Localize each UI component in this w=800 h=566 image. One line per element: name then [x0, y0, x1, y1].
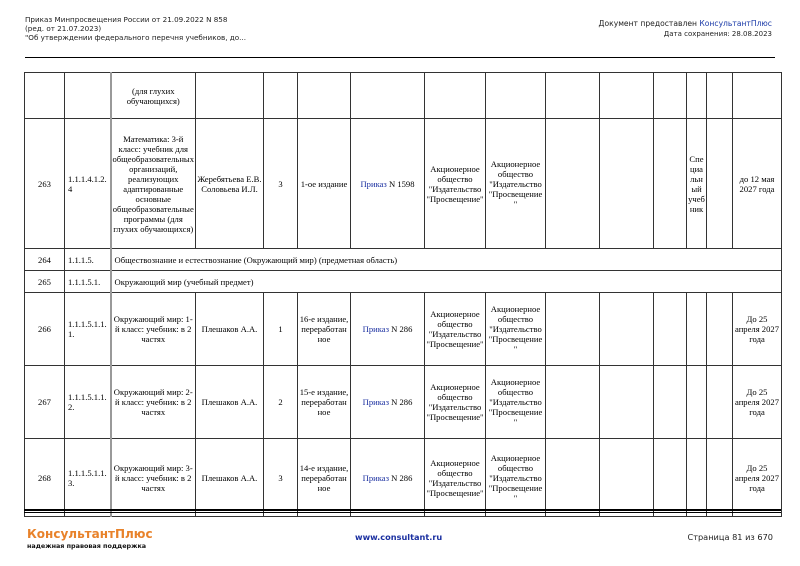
special-textbook-flag	[687, 366, 707, 439]
logo-tagline: надежная правовая поддержка	[27, 542, 147, 550]
header-line-order: Приказ Минпросвещения России от 21.09.2022 N 858	[25, 15, 228, 24]
row-code: 1.1.1.4.1.2.4	[65, 119, 111, 249]
textbook-title: Математика: 3-й класс: учебник для общеобразовательных организаций, реализующих адаптированные основные общеобразовательные программы (для глухих обучающихся)	[111, 119, 196, 249]
order-number: N 286	[388, 324, 413, 334]
header-line-title: "Об утверждении федерального перечня учебников, до...	[25, 33, 246, 42]
order-number: N 286	[388, 397, 413, 407]
empty-cell	[707, 439, 733, 517]
order-reference	[351, 119, 425, 249]
document-header-info	[25, 15, 246, 42]
textbook-author: Плешаков А.А.	[196, 439, 264, 517]
empty-cell	[600, 439, 654, 517]
consultant-logo: КонсультантПлюс	[27, 527, 153, 541]
section-title: Окружающий мир (учебный предмет)	[111, 271, 782, 293]
footer-divider	[24, 509, 781, 511]
textbook-grade: 3	[264, 119, 298, 249]
empty-cell	[546, 366, 600, 439]
usage-deadline: До 25 апреля 2027 года	[733, 366, 782, 439]
special-textbook-flag	[687, 439, 707, 517]
row-code	[65, 73, 111, 119]
order-link[interactable]: Приказ	[362, 324, 389, 334]
order-number: N 286	[388, 472, 413, 483]
footer-divider-thin	[24, 512, 781, 513]
textbook-grade: 1	[264, 293, 298, 366]
empty-cell	[707, 119, 733, 249]
order-reference	[351, 293, 425, 366]
textbook-list-table	[24, 72, 782, 517]
publisher-rights-holder: Акционерное общество "Издательство "Просвещение"	[486, 439, 546, 517]
header-divider	[25, 57, 775, 58]
textbook-grade	[264, 73, 298, 119]
empty-cell	[600, 293, 654, 366]
empty-cell	[546, 73, 600, 119]
table-row	[25, 73, 782, 119]
row-number: 264	[25, 249, 65, 271]
row-code: 1.1.1.5.1.1.2.	[65, 366, 111, 439]
textbook-title: Окружающий мир: 3-й класс: учебник: в 2 частях	[111, 439, 196, 517]
row-number	[25, 73, 65, 119]
table-row	[25, 366, 782, 439]
textbook-edition: 1-ое издание	[298, 119, 351, 249]
textbook-edition: 14-е издание, переработанное	[298, 439, 351, 517]
website-link[interactable]: www.consultant.ru	[355, 532, 443, 542]
empty-cell	[707, 293, 733, 366]
order-number: N 1598	[386, 178, 415, 189]
empty-cell	[546, 439, 600, 517]
header-line-revision: (ред. от 21.07.2023)	[25, 24, 102, 33]
provider-prefix: Документ предоставлен	[598, 19, 700, 28]
empty-cell	[707, 73, 733, 119]
textbook-title: (для глухих обучающихся)	[111, 73, 196, 119]
textbook-title: Окружающий мир: 2-й класс: учебник: в 2 частях	[111, 366, 196, 439]
publisher	[425, 73, 486, 119]
textbook-author: Плешаков А.А.	[196, 366, 264, 439]
row-code: 1.1.1.5.1.	[65, 271, 111, 293]
order-reference	[351, 366, 425, 439]
publisher-rights-holder: Акционерное общество "Издательство "Просвещение"	[486, 366, 546, 439]
order-reference	[351, 439, 425, 517]
publisher: Акционерное общество "Издательство "Просвещение"	[425, 366, 486, 439]
usage-deadline: До 25 апреля 2027 года	[733, 293, 782, 366]
section-row	[25, 271, 782, 293]
row-number: 267	[25, 366, 65, 439]
textbook-edition: 15-е издание, переработанное	[298, 366, 351, 439]
usage-deadline: до 12 мая 2027 года	[733, 119, 782, 249]
empty-cell	[654, 366, 687, 439]
empty-cell	[546, 293, 600, 366]
textbook-grade: 2	[264, 366, 298, 439]
row-code: 1.1.1.5.1.1.1.	[65, 293, 111, 366]
publisher: Акционерное общество "Издательство "Просвещение"	[425, 439, 486, 517]
row-number: 265	[25, 271, 65, 293]
textbook-author: Жеребятьева Е.В. Соловьева И.Л.	[196, 119, 264, 249]
order-link[interactable]: Приказ	[362, 472, 389, 483]
order-reference	[351, 73, 425, 119]
empty-cell	[707, 366, 733, 439]
publisher-rights-holder	[486, 73, 546, 119]
row-code: 1.1.1.5.1.1.3.	[65, 439, 111, 517]
special-textbook-flag: Специальный учебник	[687, 119, 707, 249]
publisher: Акционерное общество "Издательство "Просвещение"	[425, 119, 486, 249]
table-row	[25, 439, 782, 517]
section-title: Обществознание и естествознание (Окружающий мир) (предметная область)	[111, 249, 782, 271]
order-link[interactable]: Приказ	[362, 397, 389, 407]
empty-cell	[654, 439, 687, 517]
textbook-edition: 16-е издание, переработанное	[298, 293, 351, 366]
empty-cell	[600, 119, 654, 249]
row-number: 268	[25, 439, 65, 517]
empty-cell	[600, 73, 654, 119]
row-number: 266	[25, 293, 65, 366]
empty-cell	[546, 119, 600, 249]
order-link[interactable]: Приказ	[360, 178, 387, 189]
usage-deadline	[733, 73, 782, 119]
provider-brand-link[interactable]: КонсультантПлюс	[699, 19, 772, 28]
save-date: Дата сохранения: 28.08.2023	[663, 30, 772, 38]
table-row	[25, 293, 782, 366]
empty-cell	[600, 366, 654, 439]
textbook-author: Плешаков А.А.	[196, 293, 264, 366]
empty-cell	[654, 119, 687, 249]
row-code: 1.1.1.5.	[65, 249, 111, 271]
table-row	[25, 119, 782, 249]
empty-cell	[654, 73, 687, 119]
row-number: 263	[25, 119, 65, 249]
page-number: Страница 81 из 670	[687, 532, 773, 542]
publisher-rights-holder: Акционерное общество "Издательство "Просвещение"	[486, 293, 546, 366]
publisher-rights-holder: Акционерное общество "Издательство "Просвещение"	[486, 119, 546, 249]
special-textbook-flag	[687, 293, 707, 366]
textbook-author	[196, 73, 264, 119]
empty-cell	[654, 293, 687, 366]
textbook-title: Окружающий мир: 1-й класс: учебник: в 2 частях	[111, 293, 196, 366]
publisher: Акционерное общество "Издательство "Просвещение"	[425, 293, 486, 366]
special-textbook-flag	[687, 73, 707, 119]
section-row	[25, 249, 782, 271]
usage-deadline: До 25 апреля 2027 года	[733, 439, 782, 517]
textbook-grade: 3	[264, 439, 298, 517]
textbook-edition	[298, 73, 351, 119]
document-provider-info	[599, 19, 772, 39]
